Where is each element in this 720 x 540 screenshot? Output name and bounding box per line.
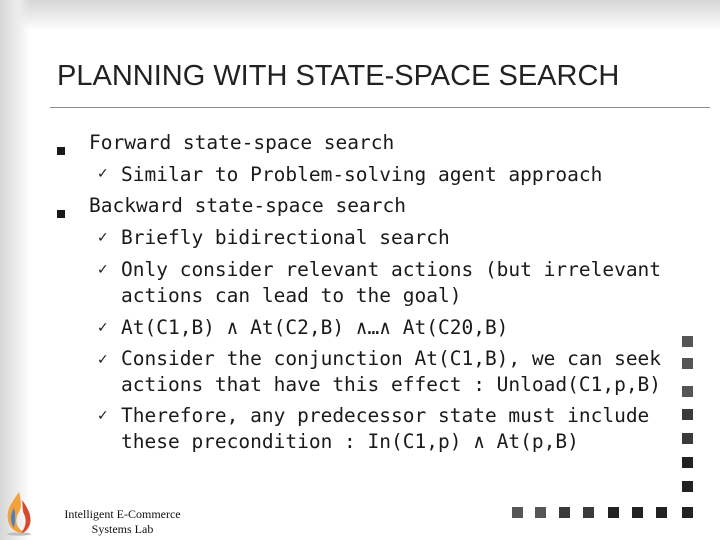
slide-title: PLANNING WITH STATE-SPACE SEARCH [57,60,620,92]
sub-bullet-text-continued: actions that have this effect : Unload(C1,p,B) [121,373,662,396]
footer-line-1: Intelligent E-Commerce [64,507,181,521]
decor-square [682,358,693,369]
decor-square [656,507,667,518]
footer-line-2: Systems Lab [91,522,154,536]
flame-logo-icon [2,490,36,536]
footer-lab-name [60,507,185,537]
bullet-square-icon [57,147,65,155]
checkmark-icon: ✓ [97,408,109,424]
decor-square [682,386,693,397]
decor-square [682,409,693,420]
decor-square [559,507,570,518]
decor-square [682,481,693,492]
decor-square [682,433,693,444]
decor-square [632,507,643,518]
bullet-text: Forward state-space search [89,131,395,154]
checkmark-icon: ✓ [97,352,109,368]
decor-square [512,507,523,518]
sub-bullet-text: Only consider relevant actions (but irrelevant [121,258,662,281]
sub-bullet-text-continued: these precondition : In(C1,p) ∧ At(p,B) [121,430,579,453]
checkmark-icon: ✓ [97,262,109,278]
sub-bullet-text-continued: actions can lead to the goal) [121,284,462,307]
decor-square [535,507,546,518]
checkmark-icon: ✓ [97,230,109,246]
sub-bullet-text: At(C1,B) ∧ At(C2,B) ∧…∧ At(C20,B) [121,316,509,339]
decor-square [682,457,693,468]
sub-bullet-text: Therefore, any predecessor state must include [121,404,650,427]
bullet-square-icon [57,210,65,218]
bullet-text: Backward state-space search [89,194,406,217]
sub-bullet-text: Briefly bidirectional search [121,226,450,249]
decor-square [583,507,594,518]
sub-bullet-text: Consider the conjunction At(C1,B), we can seek [121,347,662,370]
decor-square [608,507,619,518]
decor-square [682,507,693,518]
sub-bullet-text: Similar to Problem-solving agent approach [121,163,603,186]
decor-square [682,336,693,347]
checkmark-icon: ✓ [97,320,109,336]
checkmark-icon: ✓ [97,166,109,182]
